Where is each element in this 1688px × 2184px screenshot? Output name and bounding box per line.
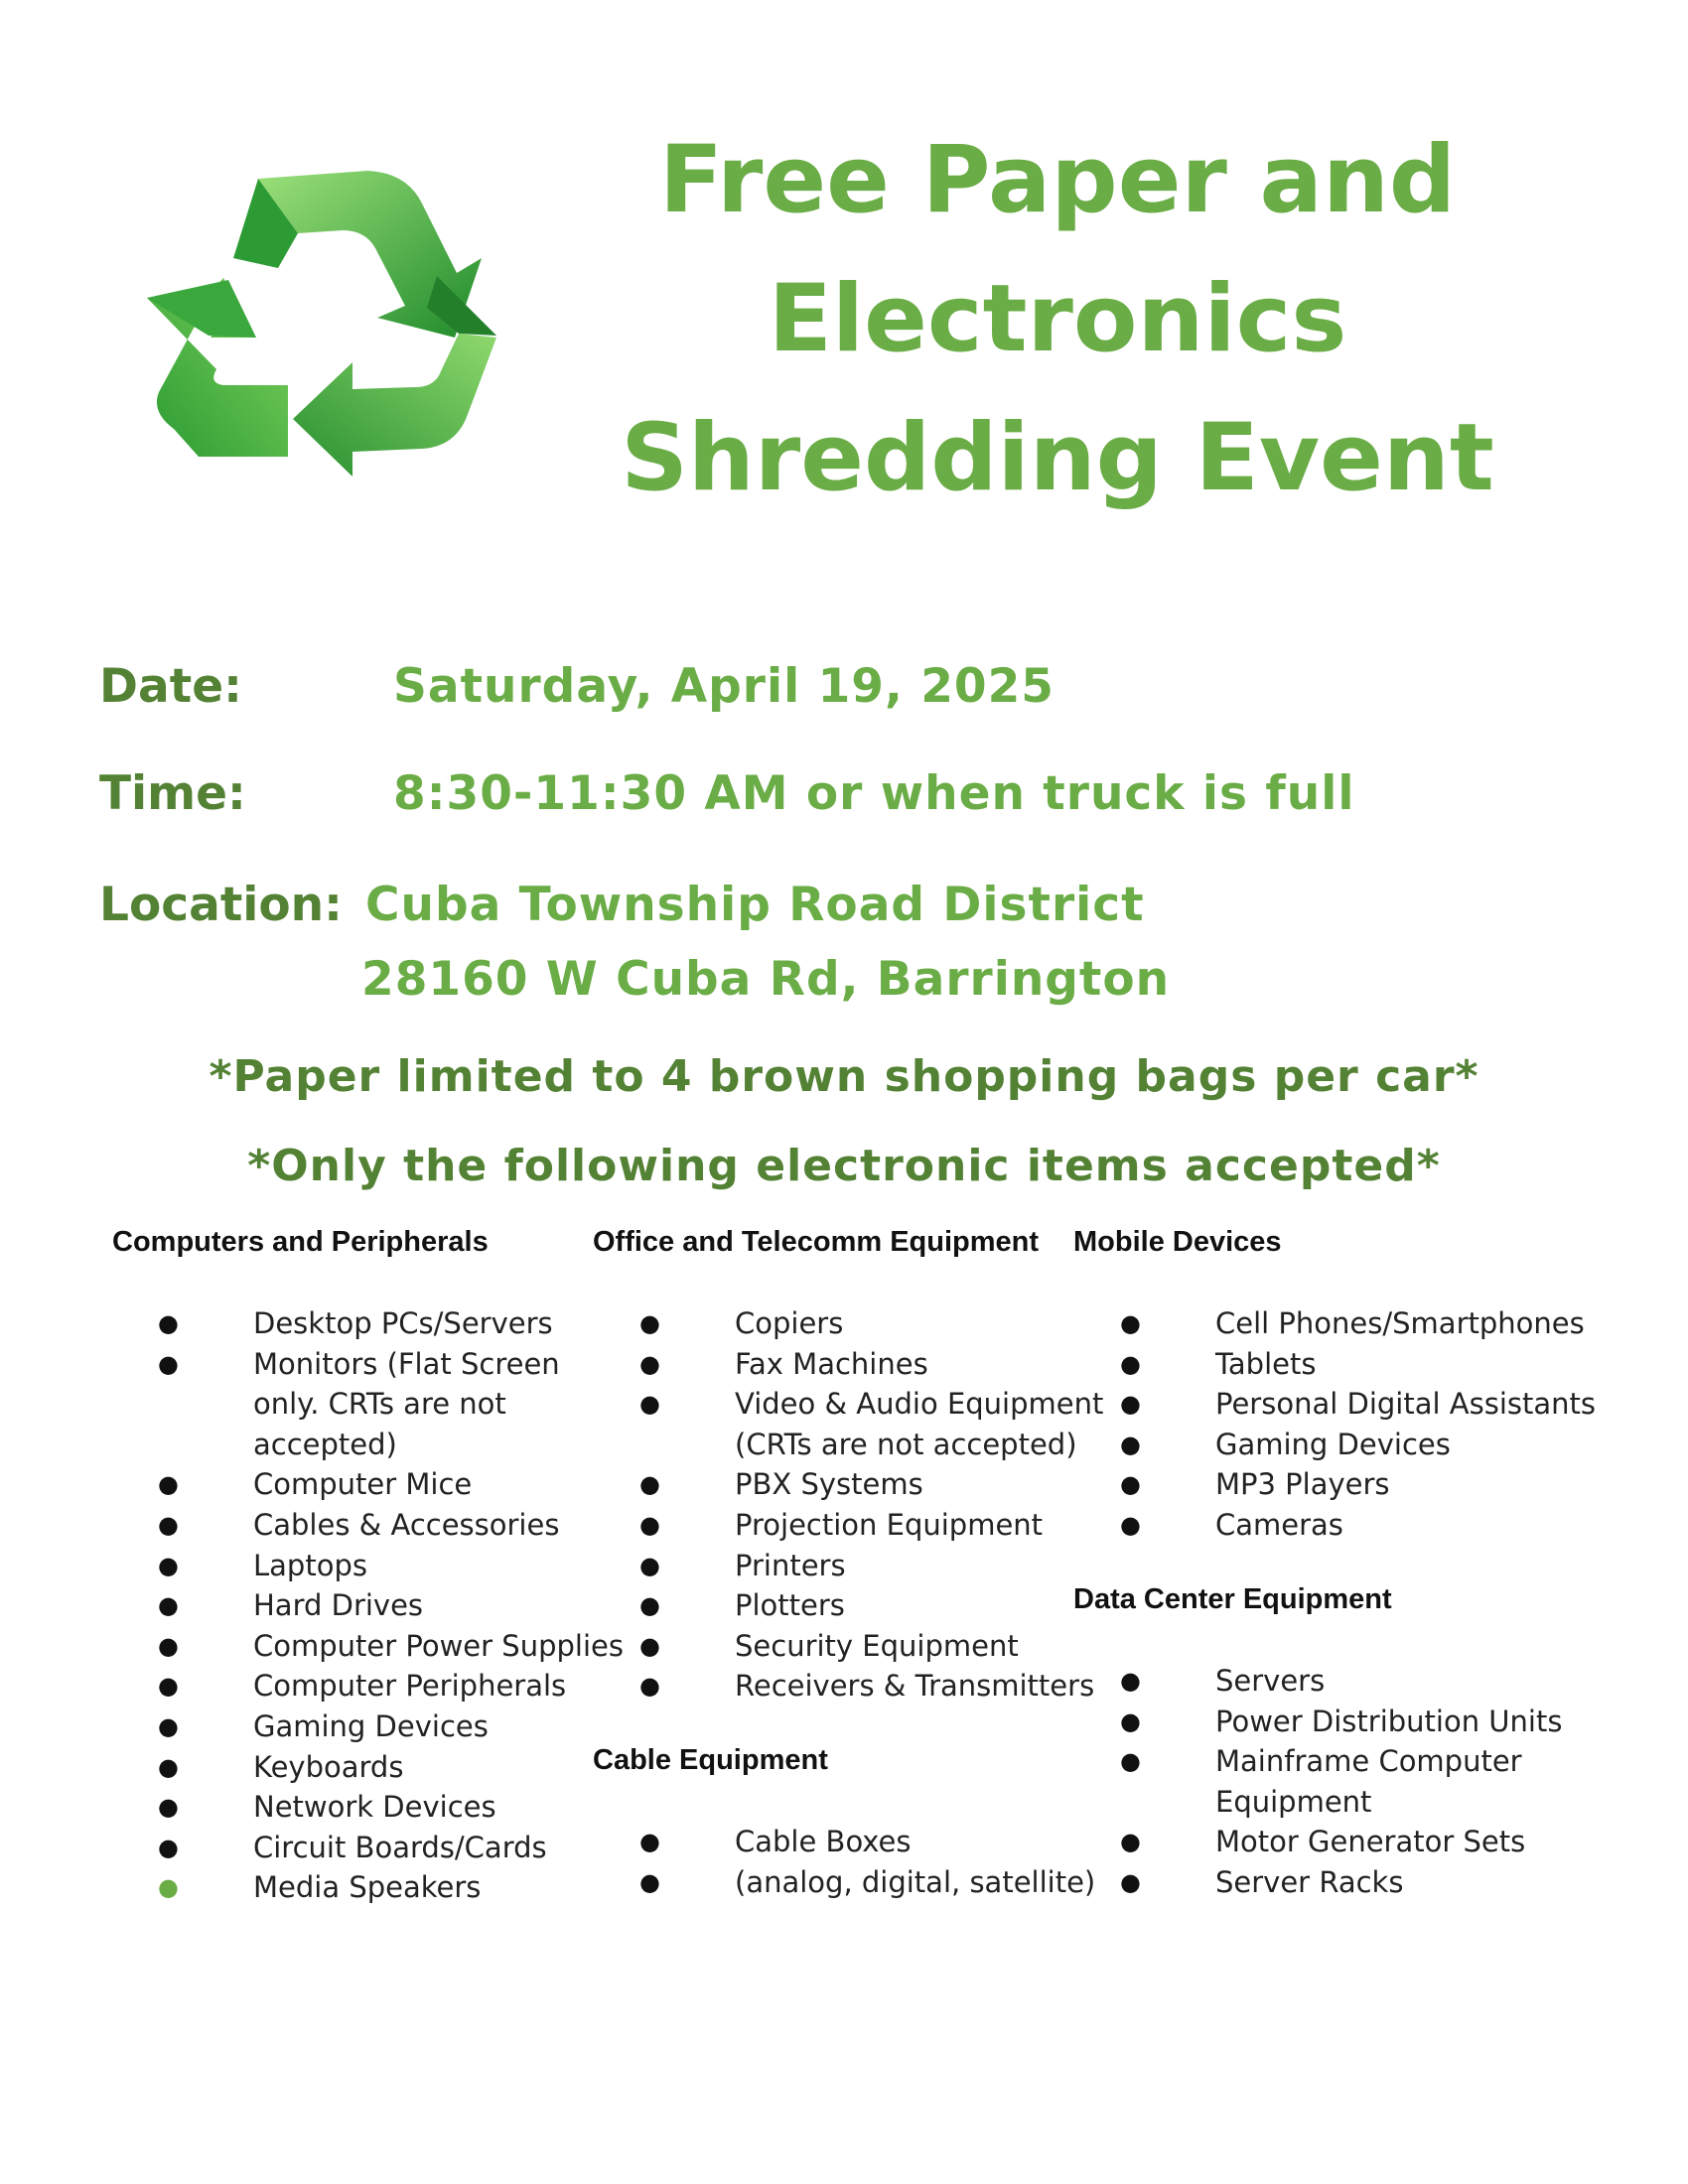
bullet-icon: ●	[158, 1873, 179, 1902]
bullet-icon: ●	[158, 1591, 179, 1620]
bullet-icon: ●	[158, 1672, 179, 1701]
bullet-icon: ●	[639, 1828, 660, 1855]
cable-heading: Cable Equipment	[593, 1744, 828, 1776]
date-label: Date:	[99, 659, 242, 714]
office-list	[635, 1303, 1103, 1706]
title-line-1: Free Paper and	[658, 126, 1457, 234]
list-item: ● Media Speakers	[154, 1867, 624, 1908]
list-item: ● Projection Equipment	[635, 1505, 1103, 1546]
list-item-continuation: Equipment	[1215, 1784, 1372, 1819]
list-item: ● Gaming Devices	[154, 1706, 624, 1747]
list-item: ● Cameras	[1116, 1505, 1596, 1546]
bullet-icon: ●	[158, 1470, 179, 1499]
list-item: ● Hard Drives	[154, 1585, 624, 1626]
list-item: ● Power Distribution Units	[1116, 1702, 1562, 1742]
location-address: 28160 W Cuba Rd, Barrington	[361, 952, 1171, 1007]
list-item: ● Server Racks	[1116, 1862, 1562, 1903]
cable-list	[635, 1822, 1095, 1902]
list-item: ● MP3 Players	[1116, 1464, 1596, 1505]
bullet-icon: ●	[158, 1551, 179, 1579]
recycle-arrow-right	[293, 276, 496, 477]
bullet-icon: ●	[639, 1591, 660, 1620]
time-label: Time:	[99, 766, 246, 821]
list-item: ● Printers	[635, 1546, 1103, 1586]
bullet-icon: ●	[639, 1631, 660, 1660]
bullet-icon: ●	[1120, 1867, 1141, 1896]
bullet-icon: ●	[639, 1551, 660, 1579]
bullet-icon: ●	[639, 1510, 660, 1539]
mobile-heading: Mobile Devices	[1073, 1226, 1282, 1258]
list-item: ● Computer Mice	[154, 1464, 624, 1505]
bullet-icon: ●	[1120, 1390, 1141, 1419]
title-line-2: Electronics	[768, 265, 1347, 373]
list-item: ● Fax Machines	[635, 1344, 1103, 1385]
list-item: ● Laptops	[154, 1546, 624, 1586]
bullet-icon: ●	[158, 1793, 179, 1822]
bullet-icon: ●	[158, 1510, 179, 1539]
bullet-icon: ●	[158, 1309, 179, 1337]
list-item: ● Circuit Boards/Cards	[154, 1828, 624, 1868]
computers-list	[154, 1303, 624, 1908]
list-item: ● Desktop PCs/Servers	[154, 1303, 624, 1344]
location-label: Location:	[99, 878, 343, 932]
bullet-icon: ●	[158, 1631, 179, 1660]
list-item: ● Receivers & Transmitters	[635, 1666, 1103, 1706]
location-name: Cuba Township Road District	[365, 878, 1145, 932]
bullet-icon: ●	[639, 1390, 660, 1419]
list-item: ● Video & Audio Equipment	[635, 1384, 1103, 1425]
bullet-icon: ●	[1120, 1747, 1141, 1776]
bullet-icon: ●	[639, 1470, 660, 1499]
datacenter-heading: Data Center Equipment	[1073, 1583, 1392, 1615]
list-item: ● Network Devices	[154, 1787, 624, 1828]
list-item: ● Cell Phones/Smartphones	[1116, 1303, 1596, 1344]
bullet-icon: ●	[158, 1833, 179, 1861]
bullet-icon: ●	[1120, 1470, 1141, 1499]
list-item: ● Security Equipment	[635, 1626, 1103, 1667]
bullet-icon: ●	[1120, 1430, 1141, 1458]
bullet-icon: ●	[1120, 1309, 1141, 1337]
date-value: Saturday, April 19, 2025	[393, 659, 1055, 714]
bullet-icon: ●	[158, 1711, 179, 1740]
list-item: ● Keyboards	[154, 1747, 624, 1788]
list-item: ● Monitors (Flat Screen	[154, 1344, 624, 1385]
bullet-icon: ●	[158, 1349, 179, 1378]
list-item-continuation: (CRTs are not accepted)	[735, 1427, 1077, 1461]
computers-heading: Computers and Peripherals	[112, 1226, 489, 1258]
list-item: ● Computer Power Supplies	[154, 1626, 624, 1667]
list-item: ● PBX Systems	[635, 1464, 1103, 1505]
bullet-icon: ●	[1120, 1510, 1141, 1539]
mobile-list	[1116, 1303, 1596, 1546]
bullet-icon: ●	[1120, 1349, 1141, 1378]
list-item: ● Cables & Accessories	[154, 1505, 624, 1546]
bullet-icon: ●	[1120, 1828, 1141, 1856]
list-item: ● Mainframe Computer	[1116, 1741, 1562, 1782]
list-item-continuation: accepted)	[253, 1427, 397, 1461]
office-heading: Office and Telecomm Equipment	[593, 1226, 1040, 1258]
bullet-icon: ●	[639, 1349, 660, 1378]
bullet-icon: ●	[1120, 1667, 1141, 1695]
list-item: ● Computer Peripherals	[154, 1666, 624, 1706]
list-item: ● Tablets	[1116, 1344, 1596, 1385]
event-title	[596, 111, 1519, 528]
electronics-only-notice: *Only the following electronic items accepted*	[247, 1141, 1441, 1191]
bullet-icon: ●	[1120, 1706, 1141, 1735]
bullet-icon: ●	[639, 1867, 660, 1896]
recycle-arrow-left	[147, 278, 288, 457]
list-item: ● (analog, digital, satellite)	[635, 1862, 1095, 1903]
list-item: ● Plotters	[635, 1585, 1103, 1626]
list-item-continuation: only. CRTs are not	[253, 1387, 506, 1422]
title-line-3: Shredding Event	[621, 404, 1494, 512]
bullet-icon: ●	[639, 1672, 660, 1701]
time-value: 8:30-11:30 AM or when truck is full	[393, 766, 1355, 821]
bullet-icon: ●	[639, 1309, 660, 1337]
list-item: ● Copiers	[635, 1303, 1103, 1344]
recycle-icon	[139, 159, 516, 516]
list-item: ● Cable Boxes	[635, 1822, 1095, 1862]
list-item: ● Personal Digital Assistants	[1116, 1384, 1596, 1425]
paper-limit-notice: *Paper limited to 4 brown shopping bags per car*	[209, 1051, 1479, 1102]
list-item: ● Motor Generator Sets	[1116, 1822, 1562, 1862]
list-item: ● Servers	[1116, 1661, 1562, 1702]
bullet-icon: ●	[158, 1752, 179, 1781]
list-item: ● Gaming Devices	[1116, 1425, 1596, 1465]
datacenter-list	[1116, 1661, 1562, 1903]
